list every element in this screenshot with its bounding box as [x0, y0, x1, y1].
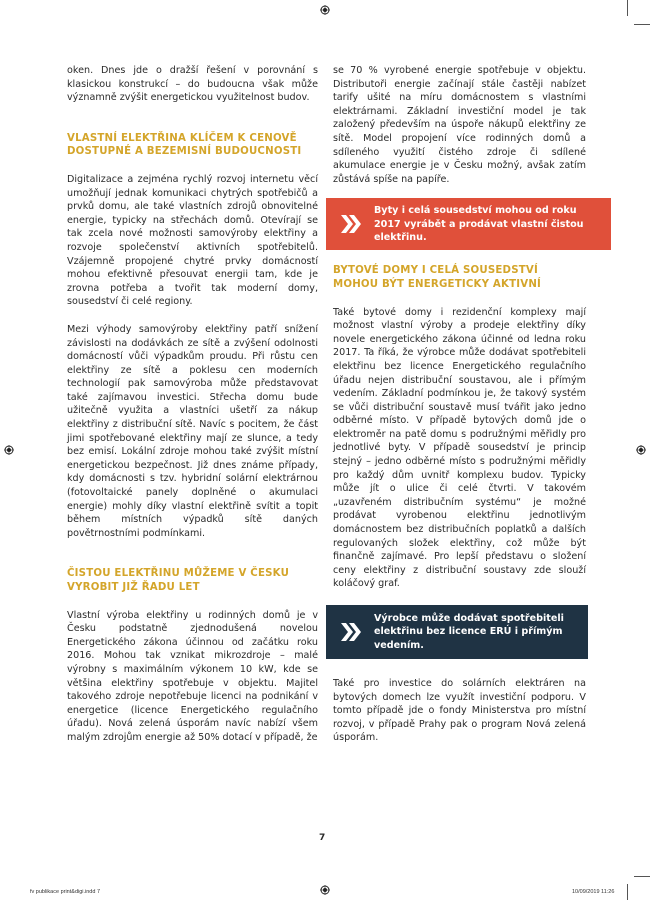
double-chevron-icon: [340, 213, 364, 235]
right-column: [333, 64, 586, 745]
slug-filename: fv publikace print&digi.indd 7: [30, 889, 101, 895]
crop-mark: [634, 876, 650, 877]
crop-mark: [627, 884, 628, 900]
left-column: [67, 64, 318, 745]
callout-box: [326, 605, 588, 659]
paragraph: Také pro investice do solárních elektráren na bytových domech lze využít investiční podporu. V tomto případě jde o fondy Ministerstva pro místní rozvoj, v případě Prahy pak o program Nová zelená úsporám.: [333, 678, 586, 744]
paragraph: Mezi výhody samovýroby elektřiny patří snížení závislosti na dodávkách ze sítě a zvýšení odolnosti domácností vůči výpadkům proudu. Při růstu cen elektřiny ze sítě a poklesu cen moderních technologií pak samovýroba může představovat také zajímavou investici. Střecha domu bude užitečně využita a vlastníci ušetří za nákup elektřiny z distribuční sítě. Navíc s pocitem, že část jimi spotřebované elektřiny mají ze slunce, a tedy bez emisí. Lokální zdroje mohou také zvýšit místní energetickou bezpečnost. Již dnes známe případy, kdy domácnosti s tzv. hybridní solární elektrárnou (fotovoltaické panely doplněné o akumulaci energie) mohly díky vlastní elektřině svítit a topit během místních výpadků sítě daných povětrnostními podmínkami.: [67, 323, 318, 539]
registration-mark-icon: [320, 5, 330, 15]
slug-timestamp: 10/09/2019 11:26: [572, 889, 615, 895]
registration-mark-icon: [4, 445, 14, 455]
section-heading: BYTOVÉ DOMY I CELÁ SOUSEDSTVÍ MOHOU BÝT ENERGETICKY AKTIVNÍ: [333, 265, 542, 290]
crop-mark: [627, 0, 628, 16]
section-heading: VLASTNÍ ELEKTŘINA KLÍČEM K CENOVĚ DOSTUPNÉ A BEZEMISNÍ BUDOUCNOSTI: [67, 132, 302, 158]
section-heading: ČISTOU ELEKTŘINU MŮŽEME V ČESKU VYROBIT JIŽ ŘADU LET: [67, 568, 290, 593]
paragraph: Také bytové domy i rezidenční komplexy mají možnost vlastní výroby a prodeje elektřiny díky novele energetického zákona účinné od ledna roku 2017. Ta říká, že výrobce může dodávat spotřebiteli elektřinu bez licence Energetického regulačního úřadu nejen distribuční soustavou, ale i přímým vedením. Základní podmínkou je, že takový systém se vůči distribuční soustavě musí tvářit jako jedno odběrné místo. V případě bytových domů jde o elektroměr na patě domu s podružnými měřidly pro jednotlivé byty. V případě sousedství je princip stejný – jedno odběrné místo s podružnými měřidly pro každý dům uvnitř komplexu budov. Typicky může jít o ulice či celé čtvrti. V takovém „uzavřeném distribučním systému“ je možné prodávat vyrobenou elektřinu jednotlivým domácnostem bez distribučních poplatků a dalších regulovaných složek elektřiny, což může být finančně zajímavé. Pro lepší představu o složení ceny elektřiny z distribuční soustavy zde slouží koláčový graf.: [333, 306, 586, 590]
page-number: 7: [319, 833, 326, 843]
paragraph: Vlastní výroba elektřiny u rodinných domů je v Česku podstatně zjednodušená novelou Energetického zákona účinnou od začátku roku 2016. Mohou tak vznikat mikrozdroje – malé výrobny s maximálním výkonem 10 kW, kde se většina elektřiny spotřebuje v objektu. Majitel takového zdroje nepotřebuje licenci na podnikání v energetice (licence Energetického regulačního úřadu). Nová zelená úsporám navíc nabízí všem malým zdrojům energie až 50% dotací v případě, že: [67, 609, 318, 743]
double-chevron-icon: [340, 621, 364, 643]
paragraph: Digitalizace a zejména rychlý rozvoj internetu věcí umožňují jednak komunikaci chytrých spotřebičů a prvků domu, ale také vlastních zdrojů obnovitelné energie, typicky na střechách domů. Otevírají se tak zcela nové možnosti samovýroby elektřiny a rozvoje společenství aktivních spotřebitelů. Vzájemně propojené chytré prvky domácností mohou efektivně přesouvat energii tam, kde je zrovna potřeba a tvořit tak moderní domy, sousedství či celé regiony.: [67, 173, 318, 308]
registration-mark-icon: [636, 445, 646, 455]
paragraph: se 70 % vyrobené energie spotřebuje v objektu. Distributoři energie začínají stále častěji nabízet tarify ušité na míru domácnostem s vlastními elektrárnami. Základní investiční model je tak založený především na úspoře nákupů elektřiny ze sítě. Model propojení více rodinných domů a sdíleného využití čistého zdroje či sdílené akumulace energie je v Česku možný, avšak zatím zůstává spíše na papíře.: [333, 65, 586, 185]
registration-mark-icon: [320, 885, 330, 895]
callout-box: [326, 198, 611, 250]
crop-mark: [634, 24, 650, 25]
paragraph: oken. Dnes jde o dražší řešení v porovnání s klasickou konstrukcí – do budoucna však může významně zvýšit energetickou využitelnost budov.: [67, 65, 318, 104]
callout-text: Byty i celá sousedství mohou od roku 2017 vyrábět a prodávat vlastní čistou elektřinu.: [374, 204, 584, 244]
callout-text: Výrobce může dodávat spotřebiteli elektřinu bez licence ERÚ i přímým vedením.: [374, 612, 564, 651]
